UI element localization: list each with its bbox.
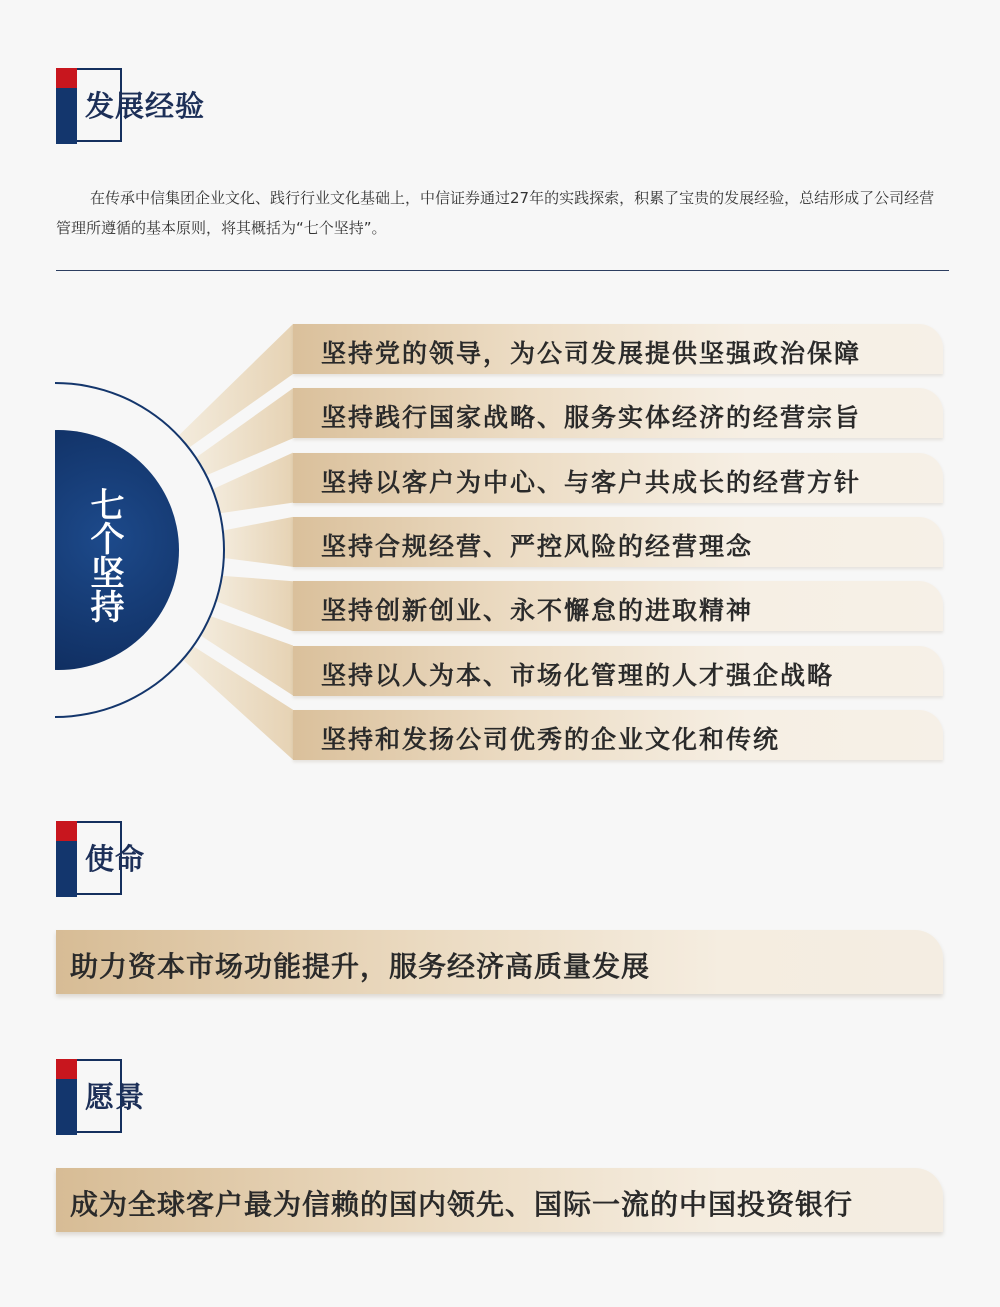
center-label: 七个坚持 xyxy=(84,487,124,623)
ray xyxy=(219,517,293,567)
vision-banner xyxy=(56,1168,943,1232)
section-title: 愿景 xyxy=(85,1080,146,1114)
persistence-item-text: 坚持以人为本、市场化管理的人才强企战略 xyxy=(321,660,835,690)
mission-text: 助力资本市场功能提升，服务经济高质量发展 xyxy=(70,950,651,983)
persistence-item-text: 坚持以客户为中心、与客户共成长的经营方针 xyxy=(321,467,862,497)
vision-text: 成为全球客户最为信赖的国内领先、国际一流的中国投资银行 xyxy=(70,1188,854,1221)
seven-persistences-diagram xyxy=(0,300,1000,780)
persistence-item xyxy=(293,646,943,696)
persistence-item xyxy=(293,388,943,438)
persistence-item-text: 坚持合规经营、严控风险的经营理念 xyxy=(321,531,754,561)
persistence-item xyxy=(293,453,943,503)
persistence-item xyxy=(293,324,943,374)
persistence-item xyxy=(293,710,943,760)
intro-paragraph: 在传承中信集团企业文化、践行行业文化基础上，中信证券通过27年的实践探索，积累了宝贵的发展经验，总结形成了公司经营管理所遵循的基本原则，将其概括为“七个坚持”。 xyxy=(56,189,935,237)
persistence-item-text: 坚持践行国家战略、服务实体经济的经营宗旨 xyxy=(321,403,862,433)
persistence-item xyxy=(293,581,943,631)
persistence-item-text: 坚持创新创业、永不懈怠的进取精神 xyxy=(321,596,754,626)
persistence-item-text: 坚持党的领导，为公司发展提供坚强政治保障 xyxy=(321,339,862,368)
divider xyxy=(56,270,949,271)
section-title: 使命 xyxy=(85,842,146,876)
persistence-item xyxy=(293,517,943,567)
mission-banner xyxy=(56,930,943,994)
section-title: 发展经验 xyxy=(85,89,206,123)
persistence-item-text: 坚持和发扬公司优秀的企业文化和传统 xyxy=(321,724,781,754)
